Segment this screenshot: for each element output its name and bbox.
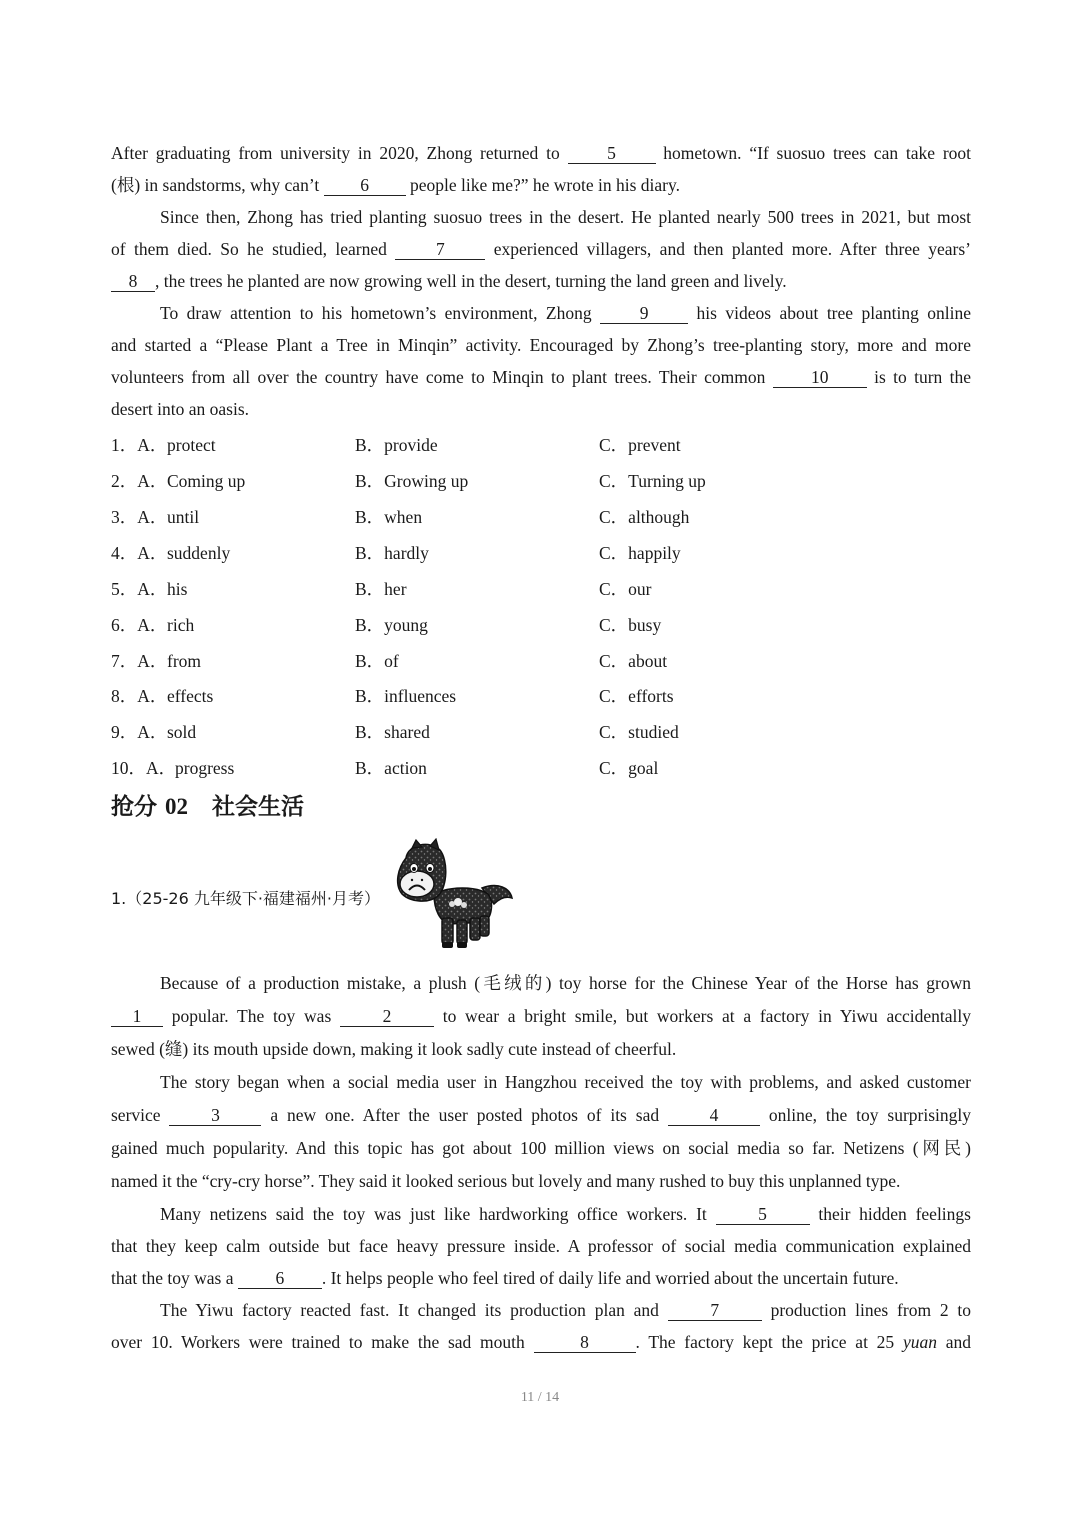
p2-4-line-2: over 10. Workers were trained to make the sad mouth 8 . The factory kept the price at 25 yuan and: [111, 1332, 971, 1352]
option-a[interactable]: effects: [167, 686, 214, 706]
blank-8b[interactable]: 8: [534, 1332, 636, 1353]
p2-3-line-3: that the toy was a 6 . It helps people who feel tired of daily life and worried about the uncertain future.: [111, 1268, 899, 1288]
option-num: 6．A．: [111, 615, 168, 635]
option-a[interactable]: rich: [167, 615, 195, 635]
blank-10[interactable]: 10: [773, 367, 867, 388]
blank-7[interactable]: 7: [395, 239, 485, 260]
option-b[interactable]: B．of: [355, 651, 399, 671]
option-c[interactable]: C．Turning up: [599, 471, 706, 491]
option-c[interactable]: C．efforts: [599, 686, 674, 706]
option-b[interactable]: B．action: [355, 758, 427, 778]
option-a[interactable]: suddenly: [167, 543, 231, 563]
question-source-label: 1.（25-26 九年级下·福建福州·月考）: [111, 889, 381, 908]
option-num: 5．A．: [111, 579, 168, 599]
option-a[interactable]: from: [167, 651, 202, 671]
p3-line-4: desert into an oasis.: [111, 399, 250, 419]
option-a[interactable]: his: [167, 579, 188, 599]
p2-1-line-1: Because of a production mistake, a plush (毛绒的) toy horse for the Chinese Year of the Horse has grown: [160, 973, 971, 993]
p3-line-3: volunteers from all over the country have come to Minqin to plant trees. Their common 10 is to turn the: [111, 367, 972, 387]
p2-1-line-2: 1 popular. The toy was 2 to wear a bright smile, but workers at a factory in Yiwu accidentally: [111, 1000, 971, 1033]
option-b[interactable]: B．when: [355, 507, 423, 527]
section-title: 抢分 02 社会生活: [111, 794, 305, 820]
p2-line-1: Since then, Zhong has tried planting suosuo trees in the desert. He planted nearly 500 trees in 2021, but most: [160, 207, 971, 227]
p2-1-line-3: sewed (缝) its mouth upside down, making it look sadly cute instead of cheerful.: [111, 1039, 677, 1059]
option-b[interactable]: B．young: [355, 615, 428, 635]
option-num: 7．A．: [111, 651, 168, 671]
option-a[interactable]: Coming up: [167, 471, 246, 491]
option-num: 9．A．: [111, 722, 168, 742]
option-c[interactable]: C．about: [599, 651, 668, 671]
crying-horse-illustration: [390, 838, 514, 956]
p2-2-line-1: The story began when a social media user in Hangzhou received the toy with problems, and asked customer: [160, 1072, 971, 1092]
option-num: 1．A．: [111, 435, 168, 455]
blank-3[interactable]: 3: [169, 1105, 261, 1126]
blank-6[interactable]: 6: [324, 175, 406, 196]
p2-line-2: of them died. So he studied, learned 7 experienced villagers, and then planted more. After three years’: [111, 239, 972, 259]
p2-2-line-3: gained much popularity. And this topic has got about 100 million views on social media so far. Netizens (网民): [111, 1138, 971, 1158]
blank-8[interactable]: 8: [111, 271, 155, 292]
option-num: 2．A．: [111, 471, 168, 491]
p3-line-2: and started a “Please Plant a Tree in Minqin” activity. Encouraged by Zhong’s tree-planting story, more and more: [111, 335, 971, 355]
blank-4[interactable]: 4: [668, 1105, 760, 1126]
option-c[interactable]: C．busy: [599, 615, 662, 635]
p2-3-line-2: that they keep calm outside but face heavy pressure inside. A professor of social media communication explained: [111, 1236, 971, 1256]
blank-1[interactable]: 1: [111, 1006, 163, 1027]
blank-2[interactable]: 2: [340, 1006, 434, 1027]
p3-line-1: To draw attention to his hometown’s environment, Zhong 9 his videos about tree planting online: [160, 303, 972, 323]
option-b[interactable]: B．influences: [355, 686, 457, 706]
p2-2-line-2: service 3 a new one. After the user posted photos of its sad 4 online, the toy surprisingly: [111, 1105, 972, 1125]
p2-line-3: 8 , the trees he planted are now growing well in the desert, turning the land green and lively.: [111, 265, 971, 297]
page-number: 11 / 14: [520, 1390, 560, 1405]
option-b[interactable]: B．her: [355, 579, 407, 599]
p2-2-line-4: named it the “cry-cry horse”. They said it looked serious but lovely and many rushed to buy this unplanned type.: [111, 1171, 901, 1191]
option-c[interactable]: C．although: [599, 507, 690, 527]
option-c[interactable]: C．happily: [599, 543, 681, 563]
option-c[interactable]: C．studied: [599, 722, 679, 742]
option-a[interactable]: progress: [175, 758, 235, 778]
blank-5b[interactable]: 5: [716, 1204, 810, 1225]
blank-5[interactable]: 5: [568, 143, 656, 164]
blank-9[interactable]: 9: [600, 303, 688, 324]
option-num: 4．A．: [111, 543, 168, 563]
passage-2: [111, 967, 971, 1358]
option-a[interactable]: protect: [167, 435, 216, 455]
option-b[interactable]: B．Growing up: [355, 471, 469, 491]
option-num: 10．A．: [111, 758, 177, 778]
option-c[interactable]: C．prevent: [599, 435, 681, 455]
option-b[interactable]: B．hardly: [355, 543, 429, 563]
option-c[interactable]: C．goal: [599, 758, 659, 778]
option-num: 8．A．: [111, 686, 168, 706]
option-a[interactable]: until: [167, 507, 200, 527]
option-b[interactable]: B．shared: [355, 722, 430, 742]
p2-4-line-1: The Yiwu factory reacted fast. It changed its production plan and 7 production lines from 2 to: [160, 1300, 972, 1320]
p1-line-2: (根) in sandstorms, why can’t 6 people like me?” he wrote in his diary.: [111, 175, 680, 195]
blank-6b[interactable]: 6: [238, 1268, 322, 1289]
option-c[interactable]: C．our: [599, 579, 652, 599]
option-num: 3．A．: [111, 507, 168, 527]
option-a[interactable]: sold: [167, 722, 197, 742]
passage-1: [111, 137, 971, 425]
p1-line-1: After graduating from university in 2020, Zhong returned to 5 hometown. “If suosuo trees can take root: [111, 143, 972, 163]
p2-3-line-1: Many netizens said the toy was just like hardworking office workers. It 5 their hidden feelings: [160, 1204, 971, 1224]
option-b[interactable]: B．provide: [355, 435, 438, 455]
blank-7b[interactable]: 7: [668, 1300, 762, 1321]
